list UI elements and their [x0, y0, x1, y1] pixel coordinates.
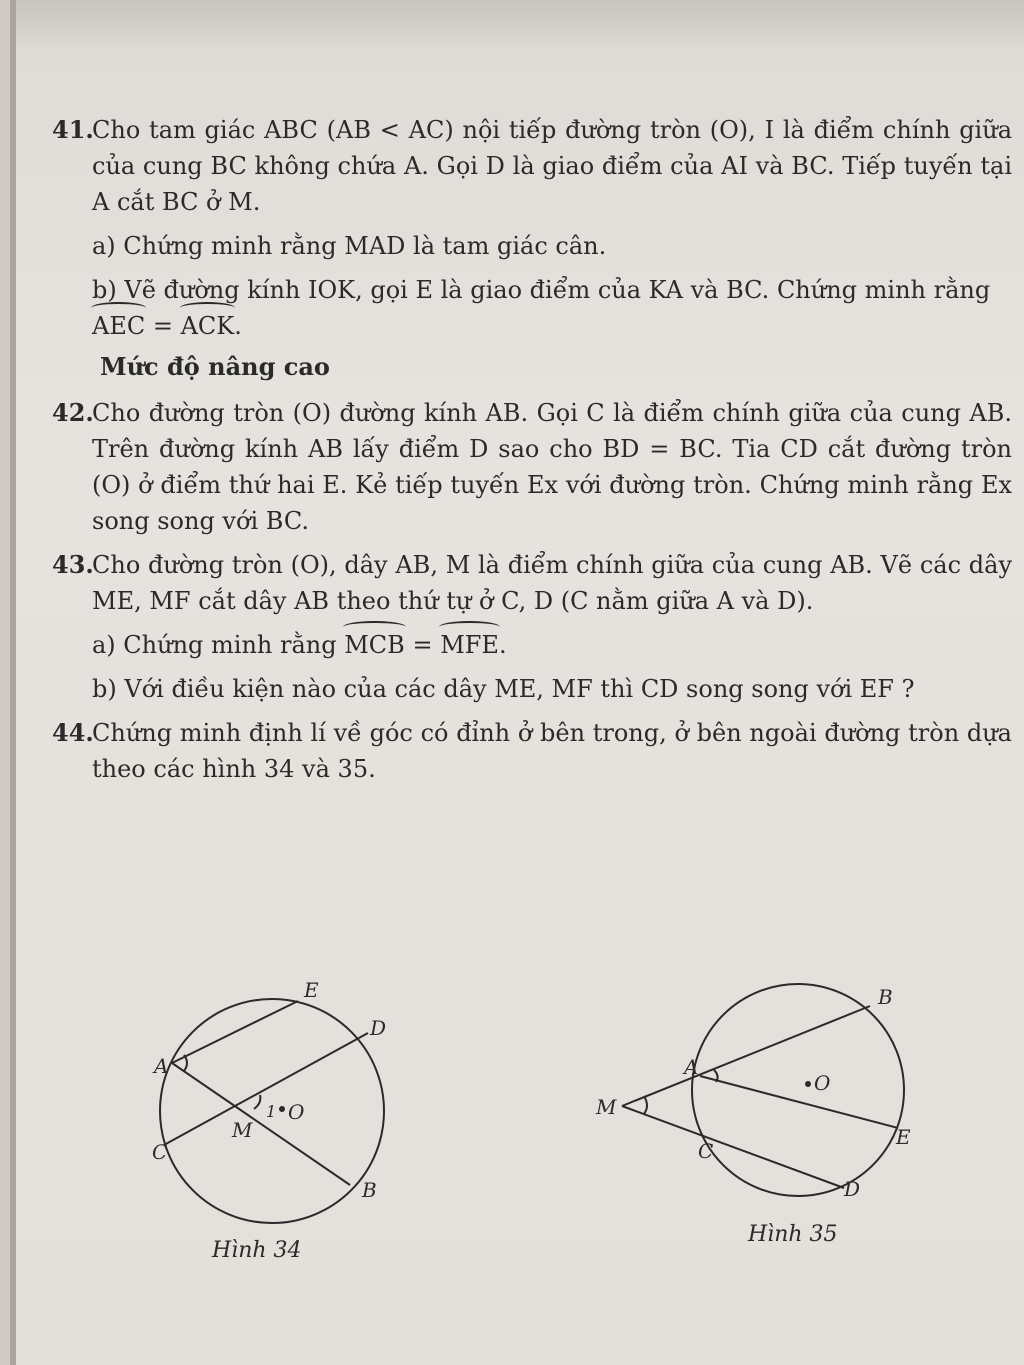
problem-text: Chứng minh định lí về góc có đỉnh ở bên trong, ở bên ngoài đường tròn dựa theo các hình 34 và 35.: [92, 719, 1012, 783]
equals-sign: =: [145, 312, 181, 340]
problem-43-part-b: b) Với điều kiện nào của các dây ME, MF thì CD song song với EF ?: [92, 675, 915, 703]
section-heading: Mức độ nâng cao: [100, 352, 330, 381]
chord-ab: [172, 1063, 350, 1185]
label-angle-1: 1: [266, 1102, 277, 1121]
equals-sign: =: [404, 631, 441, 659]
label-a: A: [684, 1055, 699, 1079]
angle-mark-m: [644, 1096, 647, 1114]
problem-number: 42.: [52, 398, 94, 427]
center-point: [279, 1106, 285, 1112]
period: .: [498, 631, 507, 659]
label-d: D: [844, 1177, 861, 1201]
chord-ae: [172, 1001, 298, 1063]
problem-text: Cho đường tròn (O), dây AB, M là điểm chính giữa của cung AB. Vẽ các dây ME, MF cắt dây AB theo thứ tự ở C, D (C nằm giữa A và D).: [92, 551, 1012, 615]
figure-35-caption: Hình 35: [748, 1222, 838, 1247]
problem-text: Cho đường tròn (O) đường kính AB. Gọi C là điểm chính giữa của cung AB. Trên đường kính AB lấy điểm D sao cho BD = BC. Tia CD cắt đường tròn (O) ở điểm thứ hai E. Kẻ tiếp tuyến Ex với đường tròn. Chứng minh rằng Ex song song với BC.: [92, 399, 1012, 535]
problem-41: [52, 112, 1012, 220]
textbook-page: [10, 0, 1024, 1365]
label-o: O: [814, 1071, 831, 1095]
label-b: B: [878, 985, 893, 1009]
label-m: M: [232, 1118, 253, 1142]
problem-text: Cho tam giác ABC (AB < AC) nội tiếp đường tròn (O), I là điểm chính giữa của cung BC không chứa A. Gọi D là giao điểm của AI và BC. Tiếp tuyến tại A cắt BC ở M.: [92, 116, 1012, 216]
label-c: C: [698, 1139, 714, 1163]
label-e: E: [304, 978, 319, 1002]
part-a-text: a) Chứng minh rằng: [92, 631, 345, 659]
part-b-text: b) Vẽ đường kính IOK, gọi E là giao điểm của KA và BC. Chứng minh rằng: [92, 276, 991, 304]
arc-mfe: MFE: [440, 627, 499, 663]
problem-42: [52, 395, 1012, 539]
angle-mark-m: [254, 1095, 260, 1109]
label-d: D: [370, 1016, 387, 1040]
content: [52, 112, 1012, 795]
problem-41-part-a: a) Chứng minh rằng MAD là tam giác cân.: [92, 232, 607, 260]
arc-aec: AEC: [92, 308, 145, 344]
secant-md: [622, 1106, 844, 1188]
label-c: C: [152, 1140, 168, 1164]
chord-ae: [700, 1076, 898, 1128]
problem-number: 43.: [52, 550, 94, 579]
figure-34-caption: Hình 34: [212, 1238, 302, 1263]
label-b: B: [362, 1178, 377, 1202]
label-o: O: [288, 1100, 305, 1124]
label-m: M: [596, 1095, 617, 1119]
label-e: E: [896, 1125, 911, 1149]
angle-mark-a: [184, 1055, 187, 1071]
problem-43-part-a: [92, 627, 1012, 663]
arc-mcb: MCB: [344, 627, 405, 663]
problem-number: 41.: [52, 115, 94, 144]
circle-o: [692, 984, 904, 1196]
problem-number: 44.: [52, 718, 94, 747]
previous-page-edge: [16, 0, 1024, 48]
label-a: A: [154, 1054, 169, 1078]
secant-mb: [622, 1006, 870, 1106]
period: .: [234, 312, 242, 340]
arc-ack: ACK: [181, 308, 235, 344]
problem-43: [52, 547, 1012, 619]
problem-41-part-b: [92, 272, 1012, 344]
center-point: [805, 1081, 811, 1087]
problem-44: [52, 715, 1012, 787]
figure-34: [136, 975, 416, 1239]
figure-35: [582, 980, 922, 1224]
